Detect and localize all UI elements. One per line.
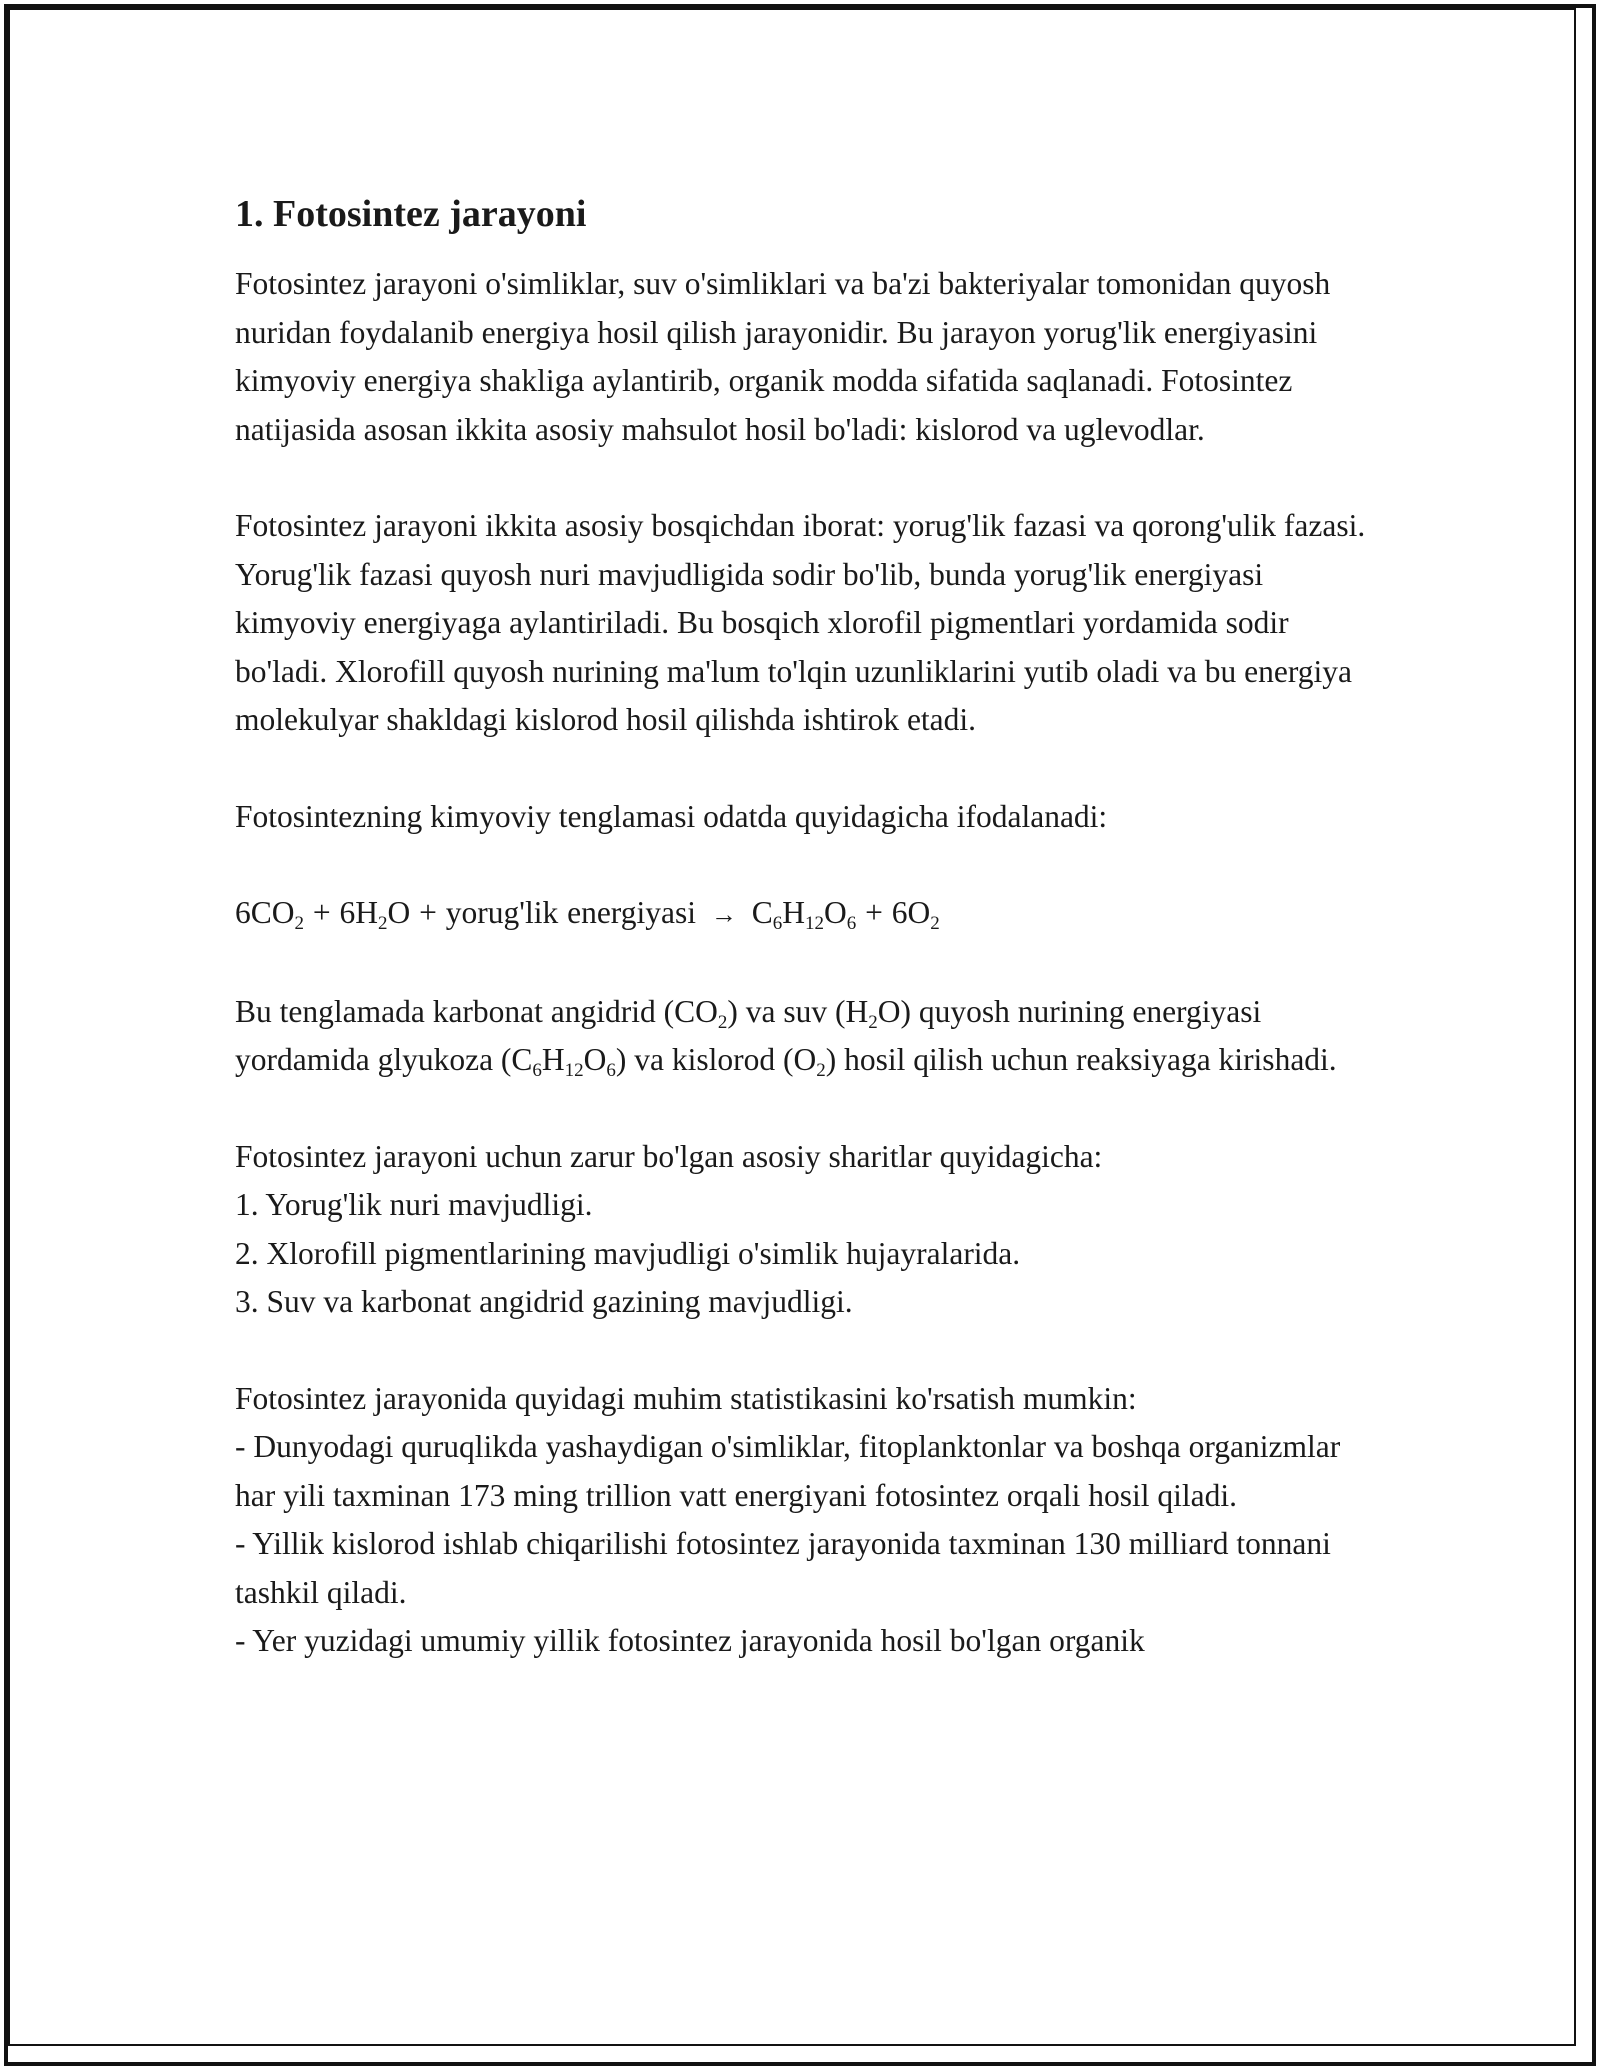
list-item: 3. Suv va karbonat angidrid gazining mavjudligi. — [235, 1284, 853, 1319]
list-item: 1. Yorug'lik nuri mavjudligi. — [235, 1187, 593, 1222]
section-heading: 1. Fotosintez jarayoni — [235, 193, 587, 235]
conditions-section — [235, 1133, 1385, 1327]
document-body — [235, 186, 1385, 1666]
conditions-list — [235, 1181, 1385, 1327]
arrow-icon: → — [710, 900, 737, 929]
statistics-list — [235, 1423, 1385, 1666]
conditions-intro: Fotosintez jarayoni uchun zarur bo'lgan asosiy sharitlar quyidagicha: — [235, 1138, 1103, 1174]
list-item: - Yillik kislorod ishlab chiqarilishi fotosintez jarayonida taxminan 130 milliard tonnani tashkil qiladi. — [235, 1526, 1331, 1610]
paragraph-equation-intro: Fotosintezning kimyoviy tenglamasi odatda quyidagicha ifodalanadi: — [235, 798, 1108, 834]
paragraph-intro: Fotosintez jarayoni o'simliklar, suv o'simliklari va ba'zi bakteriyalar tomonidan quyosh nuridan foydalanib energiya hosil qilish jarayonidir. Bu jarayon yorug'lik energiyasini kimyoviy energiya shakliga aylantirib, organik modda sifatida saqlanadi. Fotosintez natijasida asosan ikkita asosiy mahsulot hosil bo'ladi: kislorod va uglevodlar. — [235, 266, 1331, 447]
paragraph-equation-explanation: Bu tenglamada karbonat angidrid $(CO_2)$ va suv $(H_2O)$ quyosh nurining energiyasi yordamida glyukoza $(C_6H_{12}O_6)$ va kislorod $(O_2)$ hosil qilish uchun reaksiyaga kirishadi. — [235, 993, 1337, 1081]
statistics-section — [235, 1375, 1385, 1666]
list-item: - Dunyodagi quruqlikda yashaydigan o'simliklar, fitoplanktonlar va boshqa organizmlar har yili taxminan 173 ming trillion vatt energiyani fotosintez orqali hosil qiladi. — [235, 1429, 1341, 1513]
list-item: - Yer yuzidagi umumiy yillik fotosintez jarayonida hosil bo'lgan organik — [235, 1623, 1145, 1658]
chemical-equation: $6CO_2 + 6H_2O$ + yorug'lik energiyasi → $C_6H_{12}O_6 + 6O_2$ — [235, 889, 1385, 940]
paragraph-phases: Fotosintez jarayoni ikkita asosiy bosqichdan iborat: yorug'lik fazasi va qorong'ulik fazasi. Yorug'lik fazasi quyosh nuri mavjudligida sodir bo'lib, bunda yorug'lik energiyasi kimyoviy energiyaga aylantiriladi. Bu bosqich xlorofil pigmentlari yordamida sodir bo'ladi. Xlorofill quyosh nurining ma'lum to'lqin uzunliklarini yutib oladi va bu energiya molekulyar shakldagi kislorod hosil qilishda ishtirok etadi. — [235, 508, 1366, 737]
statistics-intro: Fotosintez jarayonida quyidagi muhim statistikasini ko'rsatish mumkin: — [235, 1380, 1137, 1416]
list-item: 2. Xlorofill pigmentlarining mavjudligi o'simlik hujayralarida. — [235, 1235, 1021, 1271]
